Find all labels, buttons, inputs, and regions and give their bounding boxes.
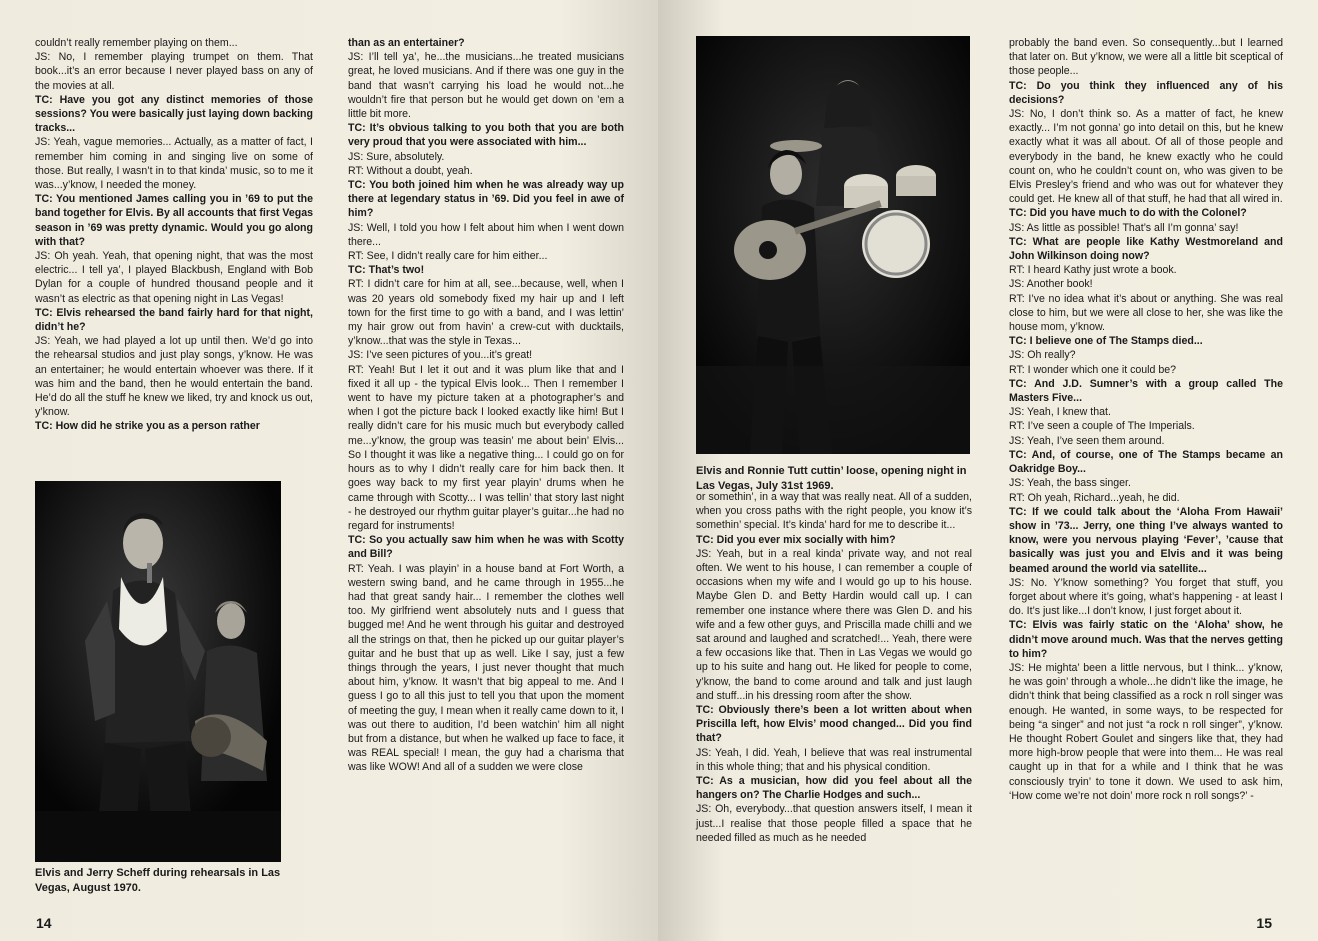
photo-elvis-jerry-scheff <box>35 481 281 862</box>
interview-answer: RT: I wonder which one it could be? <box>1009 363 1177 376</box>
photo-caption-right: Elvis and Ronnie Tutt cuttin’ loose, opening night in Las Vegas, July 31st 1969. <box>696 465 967 492</box>
right-column-1 <box>696 490 972 845</box>
photo-elvis-ronnie-tutt <box>696 36 970 454</box>
left-page <box>0 0 658 941</box>
interview-answer: JS: Oh yeah. Yeah, that opening night, that was the most electric... I tell ya’, I played Blackbush, England with Bob Dylan for a couple of hundred thousand people and it wasn’t as electric as that opening night in Las Vegas! <box>35 250 313 305</box>
interview-answer: or somethin’, in a way that was really neat. All of a sudden, when you cross paths with the right people, you know it’s somethin’ special. It’s kinda’ hard for me to describe it... <box>696 491 972 532</box>
interview-question: than as an entertainer? <box>348 37 465 49</box>
interview-answer: probably the band even. So consequently...but I learned that later on. But y’know, we were all a little bit sceptical of those people... <box>1009 37 1283 78</box>
interview-question: TC: And J.D. Sumner’s with a group called The Masters Five... <box>1009 377 1283 405</box>
interview-answer: JS: No. Y’know something? You forget that stuff, you forget about where it’s going, what’s happening - at least I do. It’s just like...I don’t know, I just forget about it. <box>1009 576 1283 618</box>
interview-answer: JS: Sure, absolutely. <box>348 150 445 163</box>
interview-question: TC: Did you have much to do with the Colonel? <box>1009 207 1247 220</box>
page-number-left: 14 <box>36 915 52 931</box>
interview-answer: JS: Well, I told you how I felt about him when I went down there... <box>348 221 624 248</box>
interview-answer: JS: I’ll tell ya’, he...the musicians...he treated musicians great, he loved musicians. And if there was one guy in the band that wasn’t carrying his load he would not...he wouldn’t fire that person but he would get down on ’em a little bit more. <box>348 51 624 121</box>
interview-answer: JS: Oh, everybody...that question answers itself, I mean it just...I realise that those people filled a space that he needed filled as much as he needed <box>696 803 972 844</box>
interview-answer: JS: Yeah, but in a real kinda’ private way, and not real often. We went to his house, I can remember a couple of occasions when my wife and I would go up to his house. Maybe Glen D. and Betty Hardin would call up. I can remember one instance where there was Glen D. and his wife and a few other guys, and Priscilla made chilli and we sat around and laughed and scratched!... Yeah, there were a few occasions like that. Then in Las Vegas we would go up to his suite and hang out. He liked for people to come, y’know, the band to come around and talk and just laugh and stuff...in his dressing room after the show. <box>696 547 972 702</box>
interview-answer: RT: Yeah! But I let it out and it was plum like that and I fixed it all up - the typical Elvis look... Then I remember I went to have my picture taken at a photographer’s and when I got the picture back I looked exactly like him! But I really didn’t care for his music much but everybody called me...y’know, the group was teasin’ me about bein’ Elvis... So I thought it was like a negative thing... I could go on for hours as to why I didn’t really care for him back then. It goes way back to my first year playin’ drums when he came through with Scotty... I was tellin’ that story last night - he destroyed our rhythm guitar player’s guitar...he had no regard for instruments! <box>348 363 624 532</box>
interview-answer: JS: I’ve seen pictures of you...it’s great! <box>348 349 533 362</box>
right-column-2 <box>1009 36 1283 803</box>
interview-answer: RT: I’ve seen a couple of The Imperials. <box>1009 420 1195 433</box>
interview-answer: RT: I didn’t care for him at all, see...because, well, when I was 20 years old somebody fixed my hair up and I left town for the first time to go with a band, and I was lettin’ my hair grow out from havin’ a crew-cut with ducktails, y’know...that was the style in Texas... <box>348 278 624 348</box>
interview-question: TC: Do you think they influenced any of his decisions? <box>1009 79 1283 106</box>
interview-question: TC: Obviously there’s been a lot written about when Priscilla left, how Elvis’ mood changed... Did you find that? <box>696 704 972 745</box>
interview-question: TC: It’s obvious talking to you both that you are both very proud that you were associated with him... <box>348 122 624 149</box>
interview-answer: JS: Yeah, vague memories... Actually, as a matter of fact, I remember him coming in and singing live on some of those. But really, I wasn’t in to that kinda’ music, so to me it was...y’know, I needed the money. <box>35 136 313 192</box>
interview-question: TC: You both joined him when he was already way up there at legendary status in ’69. Did you feel in awe of him? <box>348 179 624 220</box>
interview-question: TC: As a musician, how did you feel about all the hangers on? The Charlie Hodges and such... <box>696 775 972 802</box>
interview-question: TC: And, of course, one of The Stamps became an Oakridge Boy... <box>1009 448 1283 476</box>
interview-answer: JS: Yeah, I’ve seen them around. <box>1009 434 1165 447</box>
right-page <box>658 0 1318 941</box>
interview-answer: JS: Another book! <box>1009 278 1093 291</box>
interview-answer: couldn’t really remember playing on them... <box>35 37 238 49</box>
interview-answer: JS: Oh really? <box>1009 349 1076 362</box>
interview-answer: RT: I heard Kathy just wrote a book. <box>1009 264 1177 277</box>
interview-answer: JS: No, I remember playing trumpet on them. That book...it’s an error because I never played bass on any of the movies at all. <box>35 51 313 92</box>
interview-answer: RT: I’ve no idea what it’s about or anything. She was real close to him, but we were all close to her, she was like the house mom, y’know. <box>1009 292 1283 334</box>
interview-question: TC: So you actually saw him when he was with Scotty and Bill? <box>348 534 624 561</box>
interview-answer: JS: Yeah, I knew that. <box>1009 406 1111 419</box>
left-column-1 <box>35 36 313 434</box>
interview-question: TC: Have you got any distinct memories of those sessions? You were basically just laying down backing tracks... <box>35 93 313 135</box>
interview-question: TC: Did you ever mix socially with him? <box>696 533 896 546</box>
left-column-2 <box>348 36 624 775</box>
interview-answer: RT: Yeah. I was playin’ in a house band at Fort Worth, a western swing band, and he came through in 1955...he had that great sandy hair... I remember the clothes well too. My girlfriend went absolutely nuts and I guess that bugged me! And he went through his guitar and destroyed all the strings on that, then he picked up our guitar player’s guitar and he bust that up as well. Like I say, just a few things through the years, I just never thought that much about him, y’know. It wasn’t that big appeal to me. And I guess I go to all this just to tell you that upon the moment of meeting the guy, I mean when it really came down to it, I was out there to audition, I’d been watchin’ him all night but from a distance, but when he walked up face to face, it was REAL special! I mean, the guy had a charisma that was like WOW! And all of a sudden we were close <box>348 562 624 774</box>
interview-answer: JS: As little as possible! That’s all I’m gonna’ say! <box>1009 221 1239 234</box>
page-number-right: 15 <box>1256 915 1272 931</box>
interview-question: TC: What are people like Kathy Westmoreland and John Wilkinson doing now? <box>1009 235 1283 263</box>
interview-question: TC: That’s two! <box>348 264 425 277</box>
interview-answer: JS: Yeah, I did. Yeah, I believe that was real instrumental in this whole thing; that and his physical condition. <box>696 746 972 773</box>
interview-answer: RT: Without a doubt, yeah. <box>348 164 473 177</box>
interview-answer: JS: He mighta’ been a little nervous, but I think... y’know, he was goin’ through a whole...he didn’t like the image, he didn’t think that being classified as a rock n roll singer was enough. He wanted, in some ways, to be respected for being “a singer” and not just “a rock n roll singer”, y’know. He thought Robert Goulet and singers like that, they had more high-brow people that were into them... He was real caught up in that for a while and I think that he was consciously tryin’ to tone it down. We used to ask him, ‘How come we’re not doin’ more rock n roll songs?’ - <box>1009 661 1283 802</box>
interview-answer: JS: Yeah, the bass singer. <box>1009 477 1131 490</box>
interview-answer: RT: See, I didn’t really care for him either... <box>348 250 548 263</box>
interview-question: TC: Elvis was fairly static on the ‘Aloha’ show, he didn’t move around much. Was that the nerves getting to him? <box>1009 619 1283 660</box>
interview-answer: JS: Yeah, we had played a lot up until then. We’d go into the rehearsal studios and just play songs, y’know. He was an entertainer; he would entertain whoever was there. If it was him and the band, then he would entertain the band. He’d do all the stuff he knew we liked, try and knock us out, y’know. <box>35 335 313 419</box>
interview-question: TC: You mentioned James calling you in ’69 to put the band together for Elvis. By all accounts that first Vegas season in ’69 was pretty dynamic. Would you go along with that? <box>35 193 313 248</box>
interview-question: TC: Elvis rehearsed the band fairly hard for that night, didn’t he? <box>35 306 313 334</box>
interview-question: TC: I believe one of The Stamps died... <box>1009 335 1203 348</box>
interview-question: TC: How did he strike you as a person rather <box>35 420 260 433</box>
photo-caption-left: Elvis and Jerry Scheff during rehearsals in Las Vegas, August 1970. <box>35 867 281 894</box>
interview-question: TC: If we could talk about the ‘Aloha From Hawaii’ show in ’73... Jerry, one thing I’ve always wanted to know, were you nervous playing ‘Fever’, ’cause that basically was just you and Elvis and it was being beamed around the world via satellite... <box>1009 505 1283 575</box>
interview-answer: RT: Oh yeah, Richard...yeah, he did. <box>1009 491 1180 504</box>
interview-answer: JS: No, I don’t think so. As a matter of fact, he knew exactly... I’m not gonna’ go into detail on this, but he knew exactly what it was all about. Of all of those people and everybody in the band, he knew exactly who he could count on, who he couldn’t count on, who was given to be Elvis Presley’s friend and who was out for whatever they could get. He knew all of that stuff, he had that all wired in. <box>1009 108 1283 206</box>
